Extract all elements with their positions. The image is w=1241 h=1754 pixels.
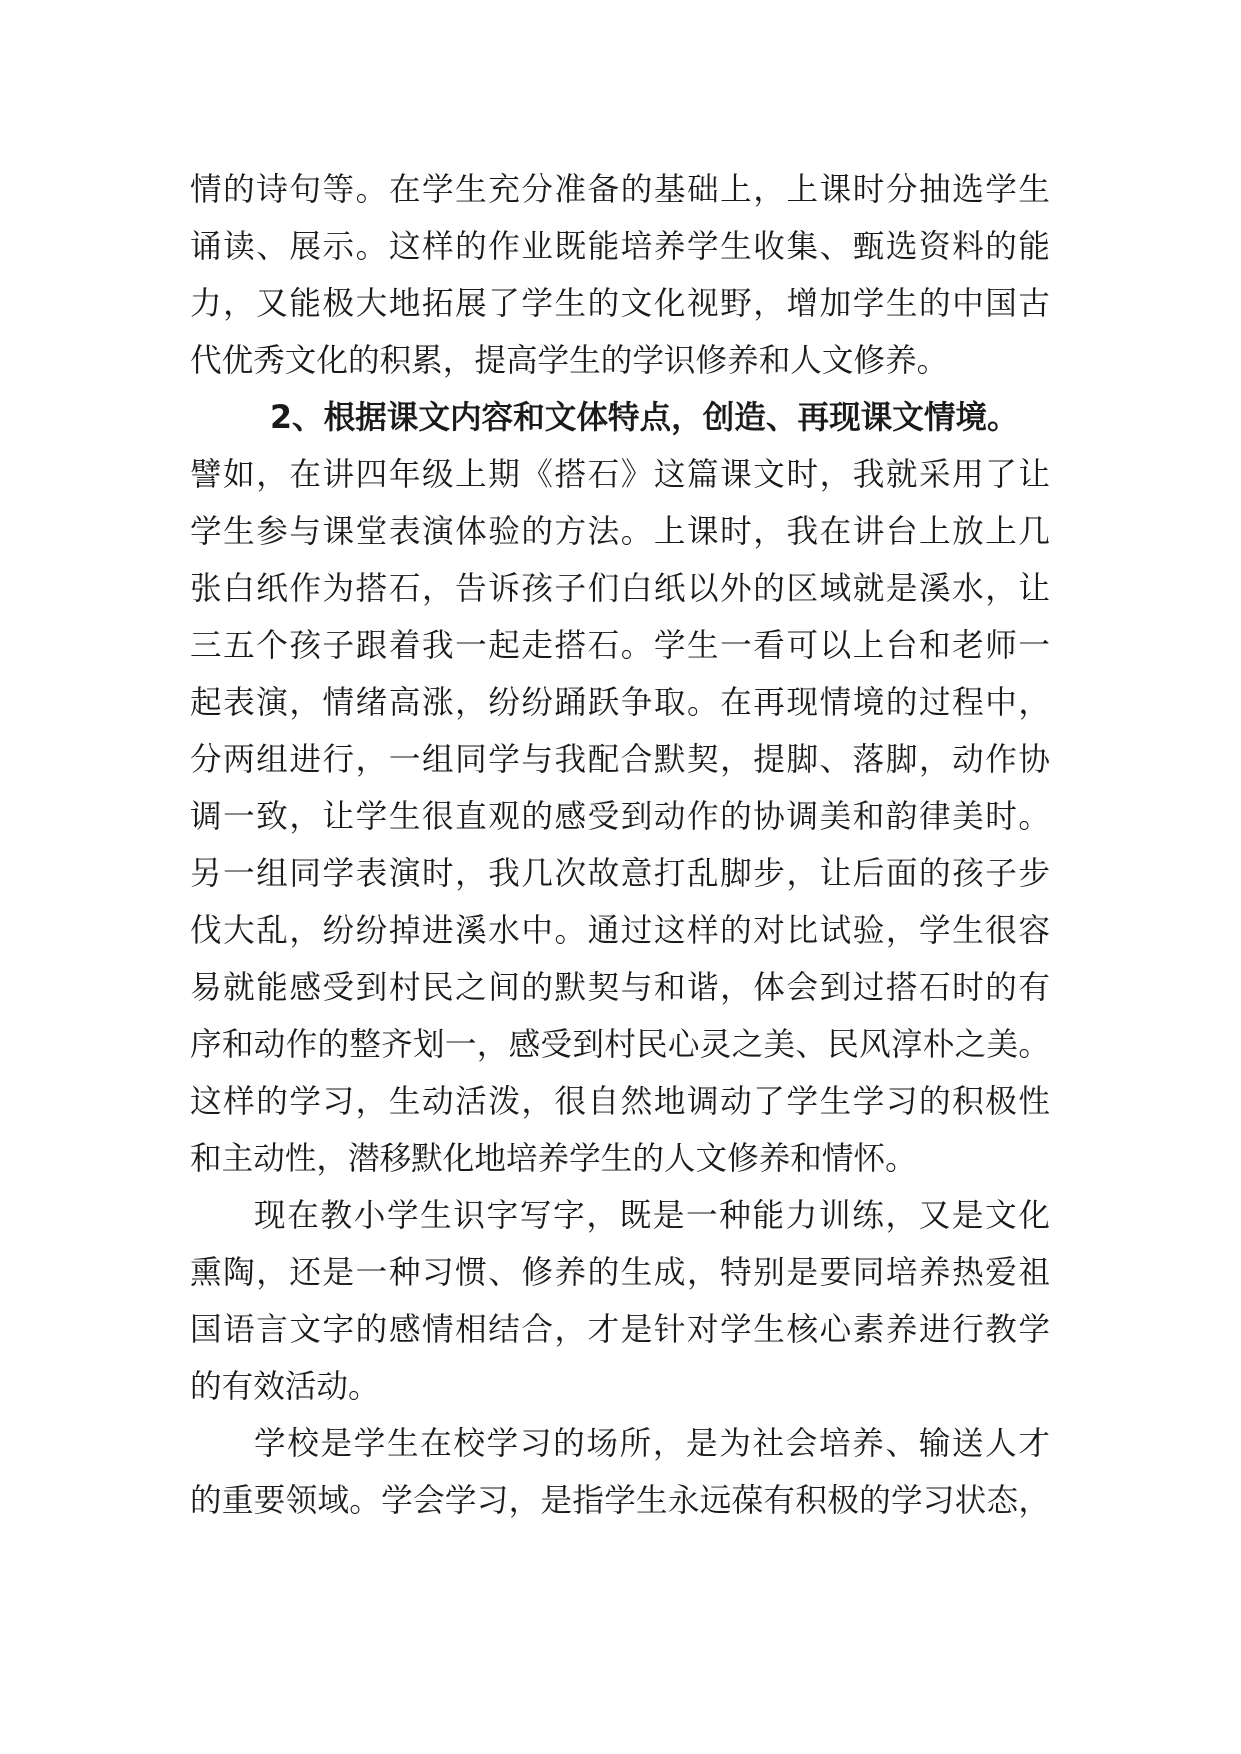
- text-line: 序和动作的整齐划一，感受到村民心灵之美、民风淳朴之美。: [190, 1027, 1050, 1063]
- text-line: 学生参与课堂表演体验的方法。上课时，我在讲台上放上几: [190, 514, 1050, 550]
- text-line: 学校是学生在校学习的场所，是为社会培养、输送人才: [254, 1426, 1050, 1462]
- text-line: 情的诗句等。在学生充分准备的基础上，上课时分抽选学生: [190, 172, 1050, 208]
- text-line: 三五个孩子跟着我一起走搭石。学生一看可以上台和老师一: [190, 628, 1050, 664]
- text-line: 伐大乱，纷纷掉进溪水中。通过这样的对比试验，学生很容: [190, 913, 1050, 949]
- section-heading: 2、根据课文内容和文体特点，创造、再现课文情境。: [270, 400, 1019, 436]
- text-line: 国语言文字的感情相结合，才是针对学生核心素养进行教学: [190, 1312, 1050, 1348]
- body-text: [190, 162, 1050, 1530]
- text-line: 调一致，让学生很直观的感受到动作的协调美和韵律美时。: [190, 799, 1050, 835]
- text-line: 的重要领域。学会学习，是指学生永远葆有积极的学习状态，: [190, 1483, 1050, 1519]
- text-line: 分两组进行，一组同学与我配合默契，提脚、落脚，动作协: [190, 742, 1050, 778]
- text-line: 现在教小学生识字写字，既是一种能力训练，又是文化: [254, 1198, 1050, 1234]
- text-line: 代优秀文化的积累，提高学生的学识修养和人文修养。: [190, 343, 949, 379]
- text-line: 张白纸作为搭石，告诉孩子们白纸以外的区域就是溪水，让: [190, 571, 1050, 607]
- text-line: 和主动性，潜移默化地培养学生的人文修养和情怀。: [190, 1141, 917, 1177]
- text-line: 另一组同学表演时，我几次故意打乱脚步，让后面的孩子步: [190, 856, 1050, 892]
- text-line: 的有效活动。: [190, 1369, 380, 1405]
- text-line: 力，又能极大地拓展了学生的文化视野，增加学生的中国古: [190, 286, 1050, 322]
- text-line: 诵读、展示。这样的作业既能培养学生收集、甄选资料的能: [190, 229, 1050, 265]
- text-line: 譬如，在讲四年级上期《搭石》这篇课文时，我就采用了让: [190, 457, 1050, 493]
- text-line: 易就能感受到村民之间的默契与和谐，体会到过搭石时的有: [190, 970, 1050, 1006]
- text-line: 这样的学习，生动活泼，很自然地调动了学生学习的积极性: [190, 1084, 1050, 1120]
- text-line: 起表演，情绪高涨，纷纷踊跃争取。在再现情境的过程中，: [190, 685, 1050, 721]
- text-line: 熏陶，还是一种习惯、修养的生成，特别是要同培养热爱祖: [190, 1255, 1050, 1291]
